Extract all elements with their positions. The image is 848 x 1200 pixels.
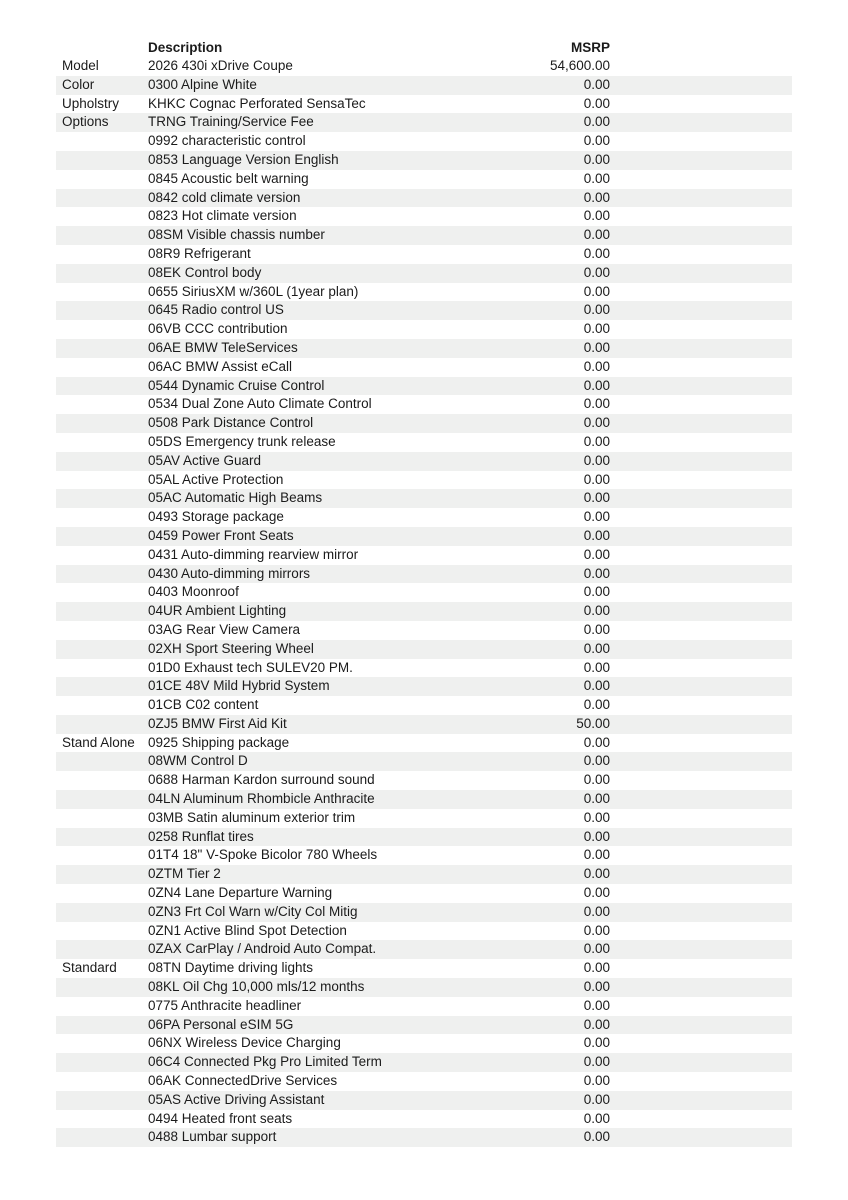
- description-cell: 0ZN4 Lane Departure Warning: [148, 885, 333, 901]
- table-row: [56, 320, 792, 339]
- description-cell: 03AG Rear View Camera: [148, 621, 301, 637]
- msrp-cell: 0.00: [583, 245, 610, 261]
- price-table: [56, 38, 792, 1147]
- description-cell: 0459 Power Front Seats: [148, 527, 294, 543]
- table-row: [56, 790, 792, 809]
- table-row: [56, 659, 792, 678]
- description-cell: 0431 Auto-dimming rearview mirror: [148, 546, 359, 562]
- table-row: [56, 433, 792, 452]
- table-row: [56, 1091, 792, 1110]
- msrp-cell: 0.00: [583, 941, 610, 957]
- table-row: [56, 865, 792, 884]
- msrp-cell: 0.00: [583, 114, 610, 130]
- description-cell: 05AL Active Protection: [148, 471, 284, 487]
- msrp-cell: 0.00: [583, 640, 610, 656]
- msrp-cell: 0.00: [583, 1035, 610, 1051]
- table-row: [56, 1128, 792, 1147]
- table-row: [56, 471, 792, 490]
- msrp-cell: 0.00: [583, 603, 610, 619]
- description-cell: 06AC BMW Assist eCall: [148, 358, 293, 374]
- msrp-cell: 0.00: [583, 866, 610, 882]
- description-cell: 0775 Anthracite headliner: [148, 997, 302, 1013]
- category-cell: Color: [62, 76, 95, 92]
- description-cell: 05DS Emergency trunk release: [148, 433, 336, 449]
- msrp-cell: 0.00: [583, 697, 610, 713]
- table-row: [56, 395, 792, 414]
- description-cell: 03MB Satin aluminum exterior trim: [148, 809, 356, 825]
- description-cell: 2026 430i xDrive Coupe: [148, 58, 293, 73]
- table-row: [56, 884, 792, 903]
- table-row: [56, 170, 792, 189]
- table-row: [56, 264, 792, 283]
- table-row: [56, 414, 792, 433]
- description-cell: 06VB CCC contribution: [148, 321, 288, 337]
- msrp-cell: 0.00: [583, 1110, 610, 1126]
- description-cell: 02XH Sport Steering Wheel: [148, 640, 314, 656]
- table-row: [56, 1072, 792, 1091]
- msrp-cell: 0.00: [583, 997, 610, 1013]
- category-cell: Model: [62, 58, 99, 73]
- description-cell: 06C4 Connected Pkg Pro Limited Term: [148, 1054, 382, 1070]
- table-row: [56, 922, 792, 941]
- msrp-cell: 0.00: [583, 1016, 610, 1032]
- description-cell: 0544 Dynamic Cruise Control: [148, 377, 325, 393]
- table-row: [56, 1053, 792, 1072]
- table-row: [56, 771, 792, 790]
- msrp-column-header: MSRP: [570, 40, 610, 55]
- msrp-cell: 0.00: [583, 734, 610, 750]
- table-header: [56, 38, 792, 57]
- msrp-cell: 0.00: [583, 377, 610, 393]
- description-cell: 0488 Lumbar support: [148, 1129, 277, 1145]
- table-row: [56, 508, 792, 527]
- description-cell: 01T4 18" V-Spoke Bicolor 780 Wheels: [148, 847, 378, 863]
- category-cell: Standard: [62, 960, 117, 976]
- msrp-cell: 50.00: [576, 715, 610, 731]
- msrp-cell: 0.00: [583, 828, 610, 844]
- msrp-cell: 0.00: [583, 415, 610, 431]
- table-row: [56, 245, 792, 264]
- description-cell: 0258 Runflat tires: [148, 828, 254, 844]
- description-cell: 0645 Radio control US: [148, 302, 284, 318]
- description-cell: 0ZJ5 BMW First Aid Kit: [148, 715, 287, 731]
- msrp-cell: 0.00: [583, 584, 610, 600]
- table-row: [56, 339, 792, 358]
- table-row: [56, 640, 792, 659]
- description-cell: 05AV Active Guard: [148, 452, 262, 468]
- description-cell: 0853 Language Version English: [148, 151, 339, 167]
- msrp-cell: 0.00: [583, 471, 610, 487]
- description-cell: 05AC Automatic High Beams: [148, 490, 323, 506]
- description-cell: 0925 Shipping package: [148, 734, 290, 750]
- table-row: [56, 132, 792, 151]
- description-cell: 0430 Auto-dimming mirrors: [148, 565, 311, 581]
- description-cell: 08TN Daytime driving lights: [148, 960, 314, 976]
- table-row: [56, 903, 792, 922]
- description-cell: 08EK Control body: [148, 264, 262, 280]
- description-cell: 06AE BMW TeleServices: [148, 339, 298, 355]
- table-row: [56, 621, 792, 640]
- description-cell: 05AS Active Driving Assistant: [148, 1091, 325, 1107]
- msrp-cell: 0.00: [583, 772, 610, 788]
- table-row: [56, 95, 792, 114]
- table-row: [56, 283, 792, 302]
- description-cell: KHKC Cognac Perforated SensaTec: [148, 95, 366, 111]
- description-cell: 01CB C02 content: [148, 697, 259, 713]
- table-row: [56, 715, 792, 734]
- msrp-cell: 0.00: [583, 170, 610, 186]
- table-row: [56, 1110, 792, 1129]
- table-row: [56, 527, 792, 546]
- description-cell: 0403 Moonroof: [148, 584, 239, 600]
- description-cell: 01CE 48V Mild Hybrid System: [148, 678, 330, 694]
- description-cell: 08SM Visible chassis number: [148, 227, 325, 243]
- description-cell: 0655 SiriusXM w/360L (1year plan): [148, 283, 359, 299]
- msrp-cell: 0.00: [583, 339, 610, 355]
- msrp-cell: 0.00: [583, 847, 610, 863]
- description-cell: 0845 Acoustic belt warning: [148, 170, 309, 186]
- table-row: [56, 583, 792, 602]
- msrp-cell: 0.00: [583, 791, 610, 807]
- msrp-cell: 0.00: [583, 903, 610, 919]
- table-row: [56, 809, 792, 828]
- msrp-cell: 0.00: [583, 302, 610, 318]
- description-cell: 0992 characteristic control: [148, 133, 306, 149]
- table-row: [56, 696, 792, 715]
- table-rows: [56, 57, 792, 1147]
- category-cell: Upholstry: [62, 95, 120, 111]
- msrp-cell: 0.00: [583, 189, 610, 205]
- msrp-cell: 0.00: [583, 621, 610, 637]
- msrp-cell: 0.00: [583, 546, 610, 562]
- description-cell: 08KL Oil Chg 10,000 mls/12 months: [148, 979, 365, 995]
- msrp-cell: 0.00: [583, 1073, 610, 1089]
- msrp-cell: 0.00: [583, 809, 610, 825]
- msrp-cell: 0.00: [583, 151, 610, 167]
- description-cell: 0ZN1 Active Blind Spot Detection: [148, 922, 347, 938]
- description-cell: 0ZN3 Frt Col Warn w/City Col Mitig: [148, 903, 358, 919]
- description-cell: 0ZTM Tier 2: [148, 866, 221, 882]
- table-row: [56, 489, 792, 508]
- description-cell: 0493 Storage package: [148, 509, 284, 525]
- category-cell: Options: [62, 114, 109, 130]
- msrp-cell: 0.00: [583, 659, 610, 675]
- description-column-header: Description: [148, 40, 223, 55]
- description-cell: 08WM Control D: [148, 753, 248, 769]
- table-row: [56, 828, 792, 847]
- table-row: [56, 76, 792, 95]
- msrp-cell: 0.00: [583, 76, 610, 92]
- msrp-cell: 0.00: [583, 509, 610, 525]
- msrp-cell: 0.00: [583, 208, 610, 224]
- msrp-cell: 0.00: [583, 396, 610, 412]
- table-row: [56, 546, 792, 565]
- msrp-cell: 0.00: [583, 527, 610, 543]
- description-cell: 0823 Hot climate version: [148, 208, 297, 224]
- msrp-cell: 0.00: [583, 1054, 610, 1070]
- description-cell: 04LN Aluminum Rhombicle Anthracite: [148, 791, 375, 807]
- description-cell: 0300 Alpine White: [148, 76, 257, 92]
- table-row: [56, 565, 792, 584]
- msrp-cell: 0.00: [583, 95, 610, 111]
- table-row: [56, 189, 792, 208]
- table-row: [56, 846, 792, 865]
- msrp-cell: 0.00: [583, 922, 610, 938]
- msrp-cell: 0.00: [583, 358, 610, 374]
- category-cell: Stand Alone: [62, 734, 135, 750]
- description-cell: 0ZAX CarPlay / Android Auto Compat.: [148, 941, 377, 957]
- table-row: [56, 1016, 792, 1035]
- description-cell: 0494 Heated front seats: [148, 1110, 293, 1126]
- description-cell: TRNG Training/Service Fee: [148, 114, 314, 130]
- msrp-cell: 0.00: [583, 321, 610, 337]
- table-row: [56, 301, 792, 320]
- description-cell: 0534 Dual Zone Auto Climate Control: [148, 396, 372, 412]
- table-row: [56, 113, 792, 132]
- table-row: [56, 602, 792, 621]
- table-row: [56, 226, 792, 245]
- description-cell: 01D0 Exhaust tech SULEV20 PM.: [148, 659, 353, 675]
- msrp-cell: 0.00: [583, 452, 610, 468]
- description-cell: 04UR Ambient Lighting: [148, 603, 287, 619]
- table-row: [56, 978, 792, 997]
- description-cell: 0508 Park Distance Control: [148, 415, 314, 431]
- msrp-cell: 0.00: [583, 433, 610, 449]
- table-row: [56, 151, 792, 170]
- msrp-cell: 54,600.00: [549, 58, 610, 73]
- description-cell: 06NX Wireless Device Charging: [148, 1035, 341, 1051]
- table-row: [56, 1034, 792, 1053]
- table-row: [56, 677, 792, 696]
- msrp-cell: 0.00: [583, 1129, 610, 1145]
- table-row: [56, 358, 792, 377]
- table-row: [56, 959, 792, 978]
- msrp-cell: 0.00: [583, 283, 610, 299]
- description-cell: 06PA Personal eSIM 5G: [148, 1016, 294, 1032]
- msrp-cell: 0.00: [583, 227, 610, 243]
- msrp-cell: 0.00: [583, 753, 610, 769]
- msrp-cell: 0.00: [583, 960, 610, 976]
- table-row: [56, 377, 792, 396]
- description-cell: 08R9 Refrigerant: [148, 245, 251, 261]
- msrp-cell: 0.00: [583, 490, 610, 506]
- msrp-cell: 0.00: [583, 979, 610, 995]
- msrp-cell: 0.00: [583, 565, 610, 581]
- table-row: [56, 452, 792, 471]
- description-cell: 0688 Harman Kardon surround sound: [148, 772, 375, 788]
- msrp-cell: 0.00: [583, 264, 610, 280]
- table-row: [56, 997, 792, 1016]
- table-row: [56, 734, 792, 753]
- msrp-cell: 0.00: [583, 1091, 610, 1107]
- description-cell: 0842 cold climate version: [148, 189, 301, 205]
- msrp-cell: 0.00: [583, 133, 610, 149]
- table-row: [56, 940, 792, 959]
- msrp-cell: 0.00: [583, 678, 610, 694]
- table-row: [56, 752, 792, 771]
- msrp-cell: 0.00: [583, 885, 610, 901]
- table-row: [56, 207, 792, 226]
- table-row: [56, 57, 792, 76]
- description-cell: 06AK ConnectedDrive Services: [148, 1073, 338, 1089]
